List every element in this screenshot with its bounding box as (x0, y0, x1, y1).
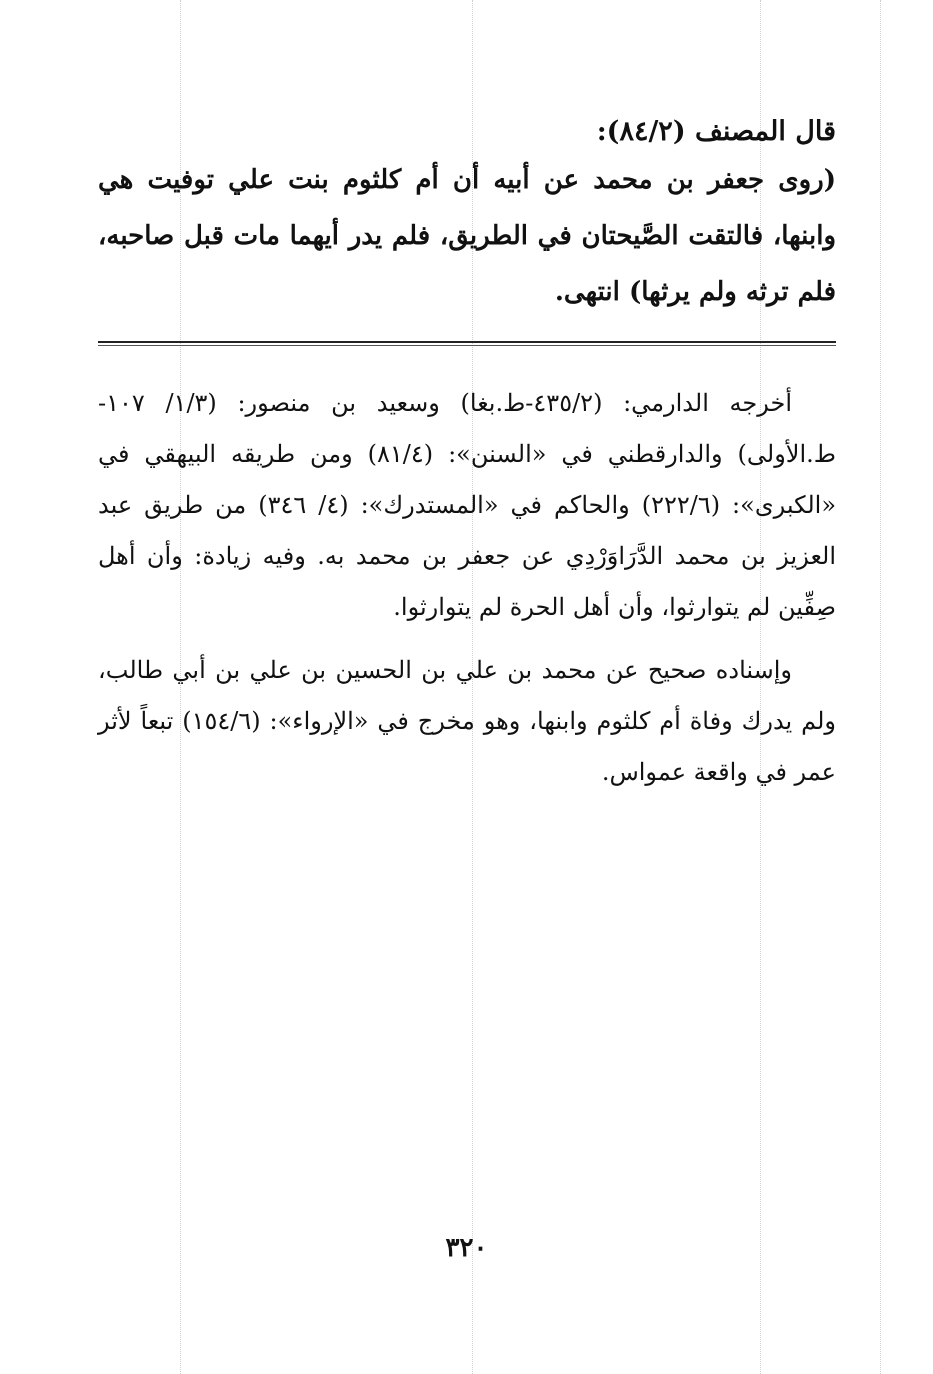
section-heading: قال المصنف (٨٤/٢): (596, 116, 836, 147)
footnote-paragraph-isnad: وإسناده صحيح عن محمد بن علي بن الحسين بن علي بن أبي طالب، ولم يدرك وفاة أم كلثوم وابنها، وهو مخرج في «الإرواء»: (١٥٤/٦) تبعاً لأثر عمر في واقعة عمواس. (98, 656, 837, 786)
footnote-separator (98, 341, 836, 346)
footnote-block (98, 378, 836, 798)
quoted-narration: (روى جعفر بن محمد عن أبيه أن أم كلثوم بنت علي توفيت هي وابنها، فالتقت الصَّيحتان في الطريق، فلم يدر أيهما مات قبل صاحبه، فلم ترثه ولم يرثها) انتهى. (98, 165, 836, 307)
main-text-block (98, 112, 836, 320)
footnote-paragraph-takhrij: أخرجه الدارمي: (٤٣٥/٢-ط.بغا) وسعيد بن منصور: (١/٣/ ١٠٧-ط.الأولى) والدارقطني في «السنن»: (٨١/٤) ومن طريقه البيهقي في «الكبرى»: (٢٢٢/٦) والحاكم في «المستدرك»: (٤/ ٣٤٦) من طريق عبد العزيز بن محمد الدَّرَاوَرْدِي عن جعفر بن محمد به. وفيه زيادة: وأن أهل صِفِّين لم يتوارثوا، وأن أهل الحرة لم يتوارثوا. (98, 389, 837, 621)
scan-artifact-line (880, 0, 881, 1374)
page-number: ٣٢٠ (445, 1233, 488, 1263)
